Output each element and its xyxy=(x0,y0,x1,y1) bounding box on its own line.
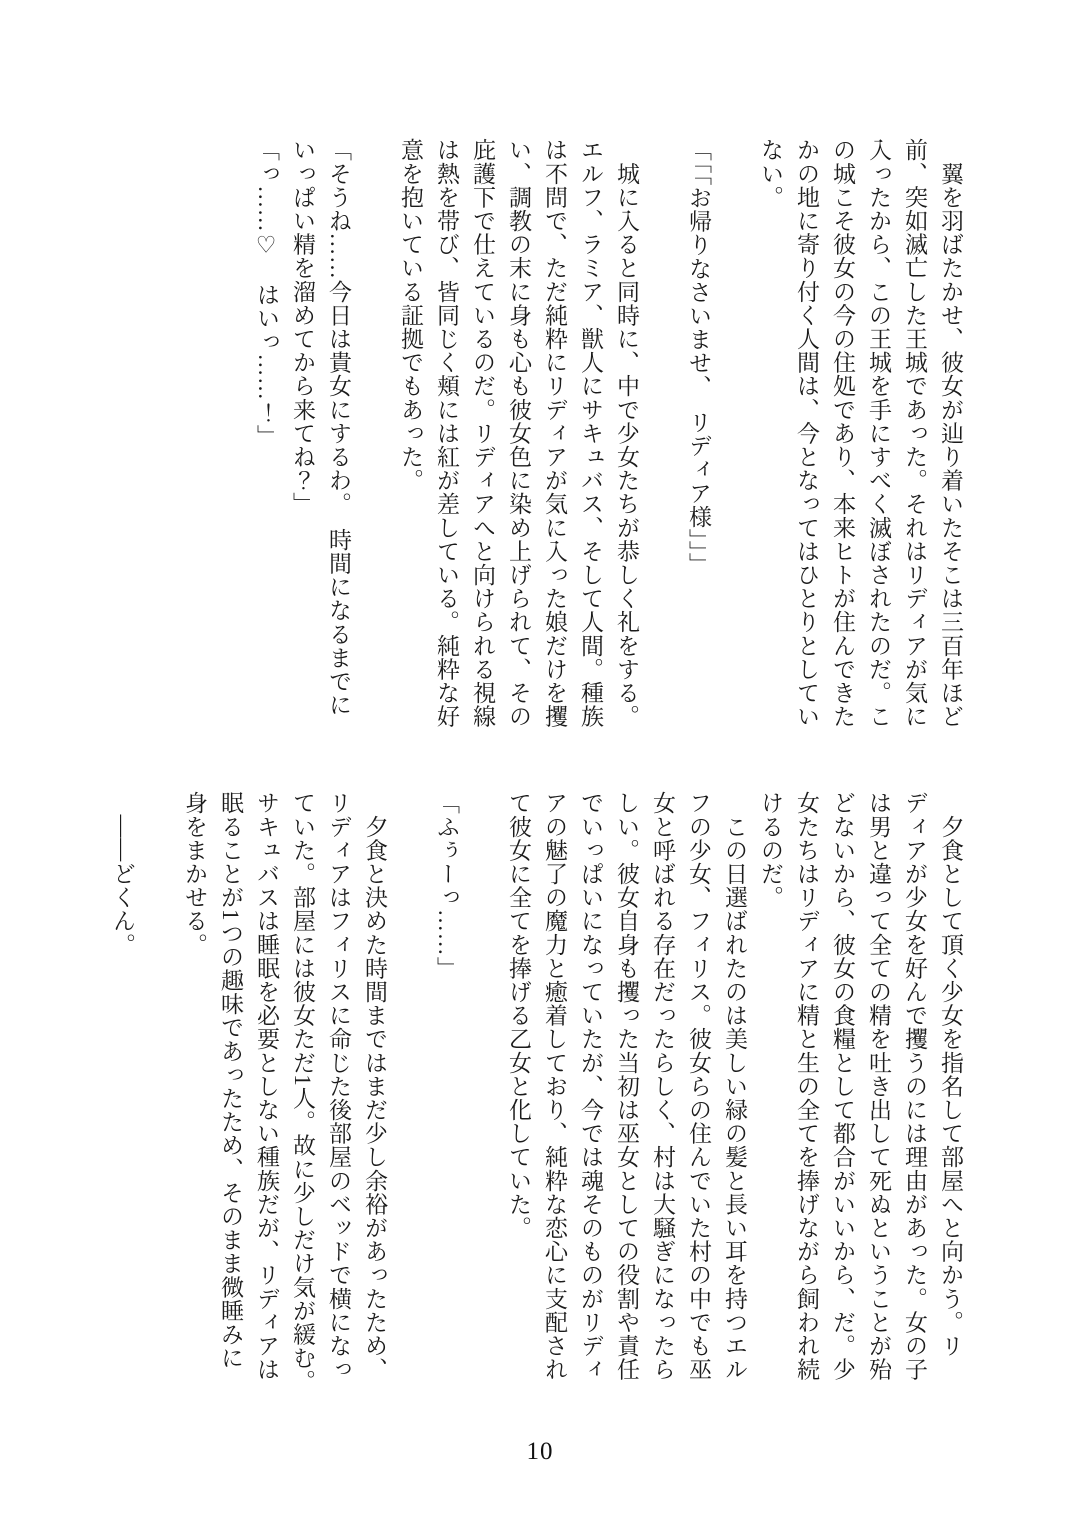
text-line: 前、突如滅亡した王城であった。それはリディアが気に xyxy=(902,138,927,728)
text-line: 「っ……♡ はいっ……！」 xyxy=(254,138,279,448)
page-footer xyxy=(0,1438,1080,1466)
paragraph-dialogue xyxy=(428,791,464,1385)
text-line: は男と違って全ての精を吐き出して死ぬということが殆 xyxy=(866,791,891,1381)
text-line: 女たちはリディアに精と生の全てを捧げながら飼われ続 xyxy=(794,791,819,1381)
paragraph-narration xyxy=(752,791,968,1385)
text-line: 女と呼ばれる存在だったらしく、村は大騒ぎになったら xyxy=(650,791,675,1381)
text-line: フの少女、フィリス。彼女らの住んでいた村の中でも巫 xyxy=(686,791,711,1381)
text-line: ていた。部屋には彼女ただ1人。故に少しだけ気が緩む。 xyxy=(290,791,315,1394)
text-line: この日選ばれたのは美しい緑の髪と長い耳を持つエル xyxy=(722,791,747,1381)
text-line: サキュバスは睡眠を必要としない種族だが、リディアは xyxy=(254,791,279,1381)
text-line: 庇護下で仕えているのだ。リディアへと向けられる視線 xyxy=(470,138,495,728)
text-line: どないから、彼女の食糧として都合がいいから、だ。少 xyxy=(830,791,855,1381)
text-line: 眠ることが1つの趣味であったため、そのまま微睡みに xyxy=(218,791,243,1370)
text-line: 意を抱いている証拠でもあった。 xyxy=(398,138,423,492)
text-line: 「ふぅーっ……」 xyxy=(434,791,459,980)
text-line: 「「「お帰りなさいませ、 リディア様」」」 xyxy=(686,138,711,577)
paragraph-narration xyxy=(176,791,392,1394)
text-line: エルフ、ラミア、獣人にサキュバス、そして人間。種族 xyxy=(578,138,603,728)
text-line: かの地に寄り付く人間は、今となってはひとりとしてい xyxy=(794,138,819,728)
text-line: 城に入ると同時に、中で少女たちが恭しく礼をする。 xyxy=(614,138,639,728)
text-line: の城こそ彼女の今の住処であり、本来ヒトが住んできた xyxy=(830,138,855,728)
text-line: は熱を帯び、皆同じく頬には紅が差している。純粋な好 xyxy=(434,138,459,728)
text-line: 夕食と決めた時間まではまだ少し余裕があったため、 xyxy=(362,791,387,1381)
text-line: 夕食として頂く少女を指名して部屋へと向かう。リ xyxy=(938,791,963,1358)
text-line: いっぱい精を溜めてから来てね？」 xyxy=(290,138,315,516)
text-line: 翼を羽ばたかせ、彼女が辿り着いたそこは三百年ほど xyxy=(938,138,963,728)
text-line: ない。 xyxy=(758,138,783,209)
text-line: けるのだ。 xyxy=(758,791,783,909)
text-line: しい。彼女自身も攫った当初は巫女としての役割や責任 xyxy=(614,791,639,1381)
top-text-block xyxy=(248,138,968,732)
paragraph-dialogue xyxy=(248,138,284,732)
text-line: 入ったから、この王城を手にすべく滅ぼされたのだ。こ xyxy=(866,138,891,728)
text-line: は不問で、ただ純粋にリディアが気に入った娘だけを攫 xyxy=(542,138,567,728)
text-line: 「そうね……今日は貴女にするわ。 時間になるまでに xyxy=(326,138,351,717)
text-line: ディアが少女を好んで攫うのには理由があった。女の子 xyxy=(902,791,927,1381)
text-line: い、調教の末に身も心も彼女色に染め上げられて、その xyxy=(506,138,531,728)
text-line: 身をまかせる。 xyxy=(182,791,207,957)
bottom-text-block xyxy=(104,791,968,1394)
paragraph-dialogue xyxy=(284,138,356,732)
paragraph-narration xyxy=(392,138,644,732)
paragraph-narration xyxy=(500,791,752,1385)
text-line: て彼女に全てを捧げる乙女と化していた。 xyxy=(506,791,531,1240)
text-line: リディアはフィリスに命じた後部屋のベッドで横になっ xyxy=(326,791,351,1381)
paragraph-sound-effect xyxy=(104,791,140,1385)
paragraph-dialogue xyxy=(680,138,716,732)
text-line: アの魅了の魔力と癒着しており、純粋な恋心に支配され xyxy=(542,791,567,1381)
page-number: 10 xyxy=(526,1438,554,1465)
paragraph-narration xyxy=(752,138,968,732)
text-line: でいっぱいになっていたが、今では魂そのものがリディ xyxy=(578,791,603,1381)
text-line: ――どくん。 xyxy=(110,791,135,957)
